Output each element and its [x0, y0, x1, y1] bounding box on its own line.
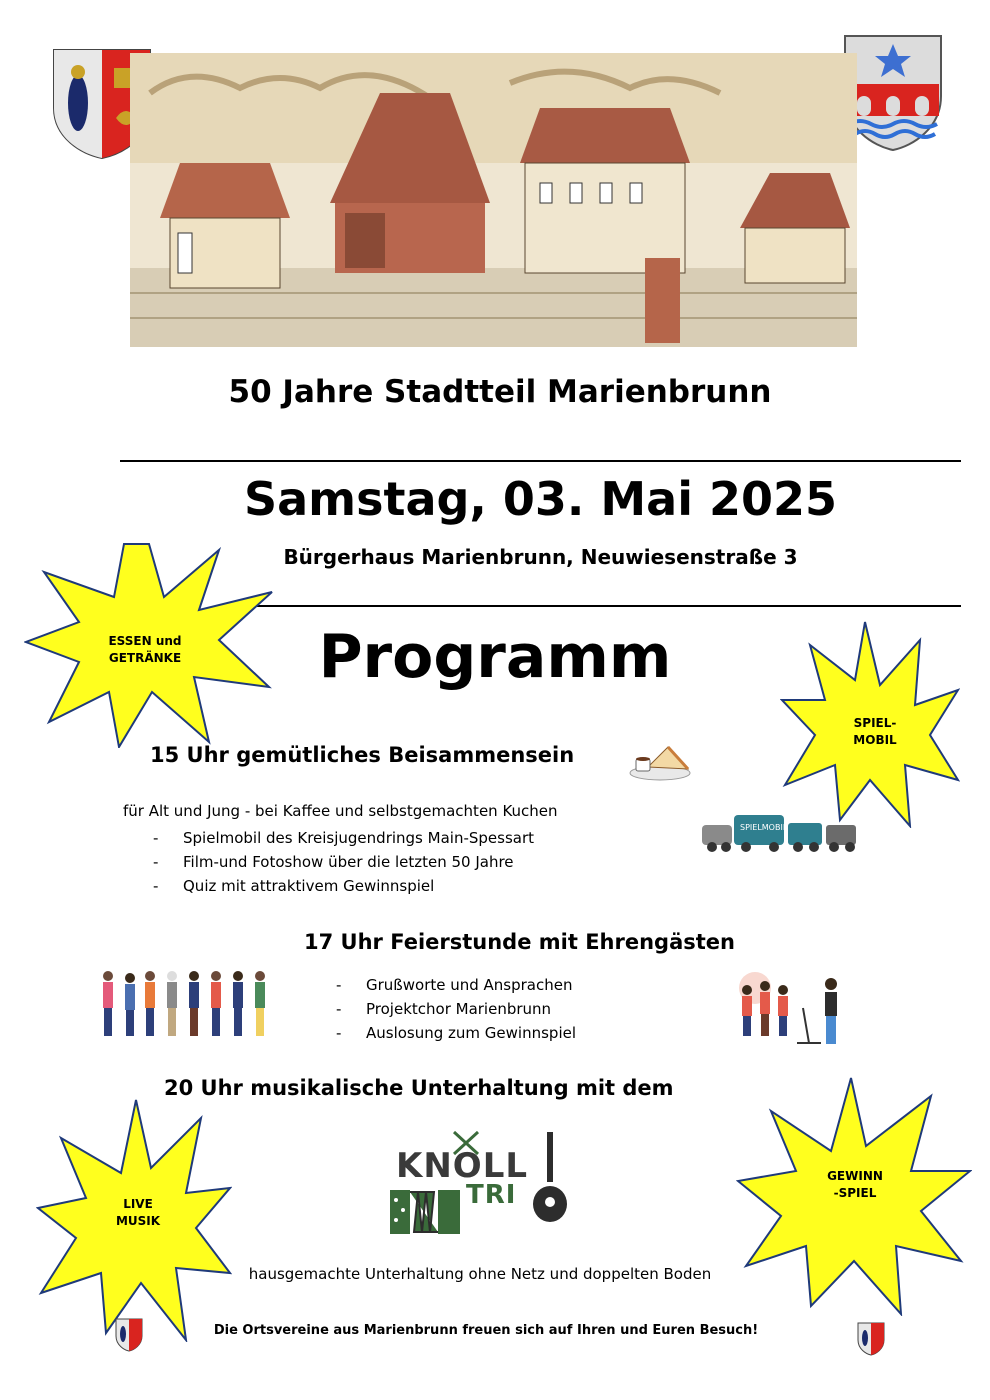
list-item: - Grußworte und Ansprachen — [336, 973, 576, 997]
svg-text:SPIELMOBIL: SPIELMOBIL — [740, 823, 788, 832]
burst-spielmobil-line2: MOBIL — [853, 733, 897, 747]
coffee-cake-icon — [628, 737, 692, 781]
accordion-icon — [388, 1184, 464, 1240]
footer-text: Die Ortsvereine aus Marienbrunn freuen sich auf Ihren und Euren Besuch! — [213, 1323, 759, 1338]
burst-food-line2: GETRÄNKE — [108, 651, 182, 665]
band-logo — [388, 1128, 588, 1240]
list-item: - Quiz mit attraktivem Gewinnspiel — [153, 874, 534, 898]
program-block1-list — [153, 826, 534, 898]
band-logo-line1: KNOLL — [396, 1146, 529, 1186]
people-greeting-icon — [100, 968, 280, 1038]
program-block2-heading: 17 Uhr Feierstunde mit Ehrengästen — [304, 930, 735, 954]
list-item: - Auslosung zum Gewinnspiel — [336, 1021, 576, 1045]
village-drawing-image — [130, 53, 857, 347]
coat-of-arms-small-left-icon — [115, 1318, 143, 1352]
burst-music-line1: LIVE — [123, 1197, 153, 1211]
burst-music-line2: MUSIK — [115, 1214, 161, 1228]
program-block2-list — [336, 973, 576, 1045]
burst-label-spielmobil — [825, 715, 925, 749]
burst-label-music — [88, 1196, 188, 1230]
band-logo-line2: TRI — [466, 1180, 517, 1210]
coat-of-arms-star-bridge-icon — [843, 34, 943, 152]
burst-food-line1: ESSEN und — [108, 634, 182, 648]
band-tagline: hausgemachte Unterhaltung ohne Netz und doppelten Boden — [248, 1265, 712, 1283]
page-title: 50 Jahre Stadtteil Marienbrunn — [228, 374, 772, 410]
list-item: - Projektchor Marienbrunn — [336, 997, 576, 1021]
burst-spielmobil-line1: SPIEL- — [853, 716, 897, 730]
divider-top — [120, 460, 961, 462]
list-item: - Film-und Fotoshow über die letzten 50 Jahre — [153, 850, 534, 874]
spielmobil-vehicles-icon — [700, 805, 860, 857]
burst-label-food — [90, 633, 200, 667]
event-date: Samstag, 03. Mai 2025 — [243, 472, 838, 526]
program-block1-heading: 15 Uhr gemütliches Beisammensein — [150, 743, 575, 767]
divider-bottom — [225, 605, 961, 607]
coat-of-arms-small-right-icon — [857, 1322, 885, 1356]
burst-prize-line2: -SPIEL — [833, 1186, 877, 1200]
program-heading: Programm — [318, 622, 672, 692]
burst-prize-line1: GEWINN — [827, 1169, 883, 1183]
guitar-icon — [530, 1132, 570, 1224]
choir-conductor-icon — [735, 968, 853, 1048]
list-item: - Spielmobil des Kreisjugendrings Main-Spessart — [153, 826, 534, 850]
burst-label-prize — [805, 1168, 905, 1202]
scissors-icon — [448, 1128, 488, 1158]
event-location: Bürgerhaus Marienbrunn, Neuwiesenstraße 3 — [283, 545, 798, 569]
program-block3-heading: 20 Uhr musikalische Unterhaltung mit dem — [164, 1076, 674, 1100]
program-block1-intro: für Alt und Jung - bei Kaffee und selbstgemachten Kuchen — [123, 802, 558, 820]
